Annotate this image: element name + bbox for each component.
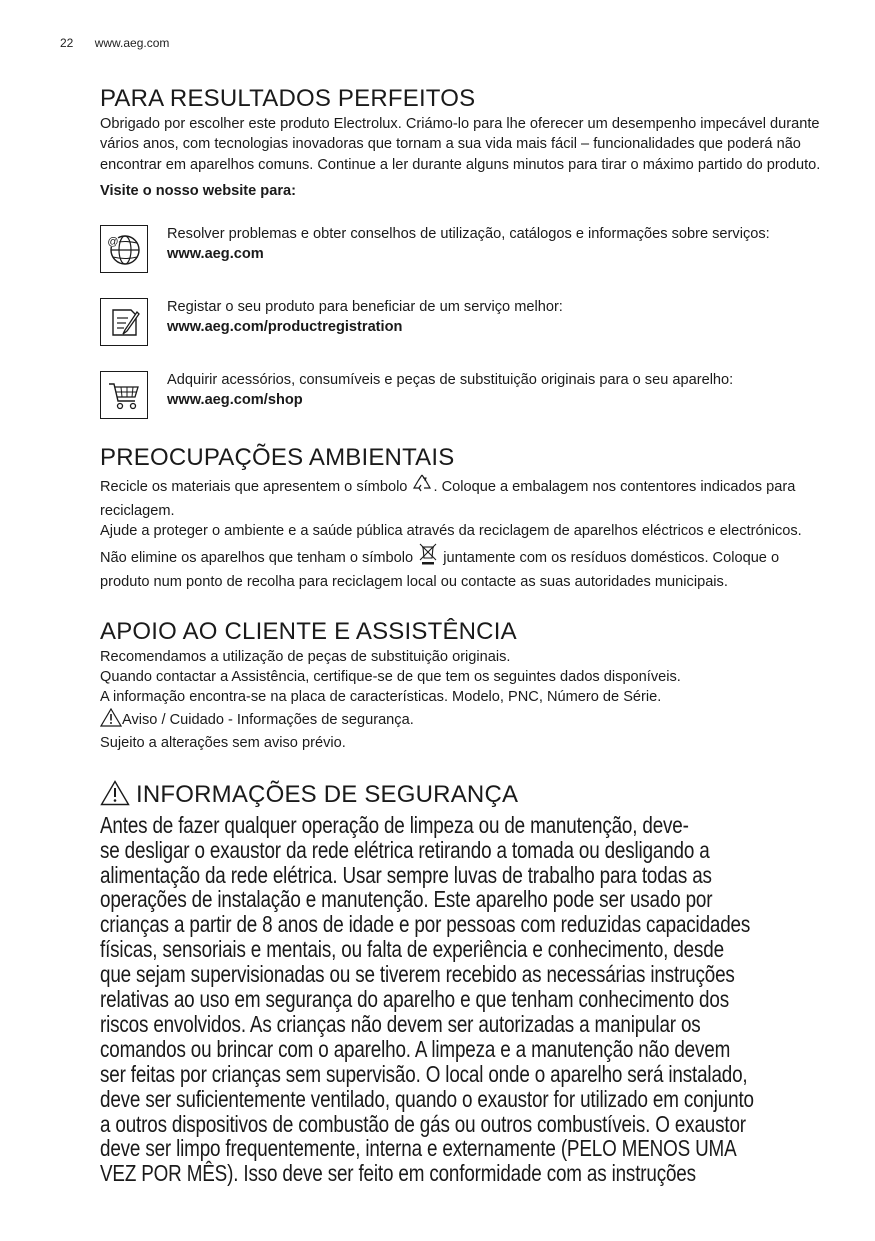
service-link[interactable]: www.aeg.com/shop [167, 392, 303, 409]
weee-paragraph: Ajude a proteger o ambiente e a saúde pública através da reciclagem de aparelhos eléctricos e electrónicos. Não elimine os aparelhos que tenham o símbolo juntamente com os resíduos domésticos. Coloque o produto num ponto de recolha para reciclagem local ou contacte as suas autoridades municipais. [100, 523, 802, 591]
section-title-environment: PREOCUPAÇÕES AMBIENTAIS [100, 443, 455, 471]
recycle-paragraph: Recicle os materiais que apresentem o símbolo . Coloque a embalagem nos contentores indicados para reciclagem. [100, 473, 830, 522]
service-text: Registar o seu produto para beneficiar de um serviço melhor: [167, 298, 563, 315]
safety-title [100, 780, 830, 811]
shopping-cart-icon [100, 371, 148, 419]
service-link[interactable]: www.aeg.com/productregistration [167, 319, 403, 336]
warning-triangle-icon [100, 780, 130, 811]
safety-line: que sejam supervisionadas ou se tiverem recebido as necessárias instruções [100, 961, 735, 988]
page-header [60, 36, 169, 50]
safety-line: relativas ao uso em segurança do aparelho e que tenham conhecimento dos [100, 986, 729, 1013]
safety-line: deve ser limpo frequentemente, interna e externamente (PELO MENOS UMA [100, 1135, 737, 1162]
safety-line: Antes de fazer qualquer operação de limpeza ou de manutenção, deve- [100, 811, 689, 838]
service-link[interactable]: www.aeg.com [167, 246, 264, 263]
section-title-support: APOIO AO CLIENTE E ASSISTÊNCIA [100, 617, 517, 645]
support-line: Recomendamos a utilização de peças de substituição originais. [100, 648, 511, 665]
service-text: Resolver problemas e obter conselhos de utilização, catálogos e informações sobre serviços: [167, 225, 770, 242]
safety-line: comandos ou brincar com o aparelho. A limpeza e a manutenção não devem [100, 1035, 731, 1062]
safety-line: alimentação da rede elétrica. Usar sempre luvas de trabalho para todas as [100, 861, 712, 888]
page-number: 22 [60, 36, 74, 50]
registration-form-icon [100, 298, 148, 346]
safety-line: riscos envolvidos. As crianças não devem ser autorizadas a manipular os [100, 1010, 701, 1037]
support-line: Quando contactar a Assistência, certifique-se de que tem os seguintes dados disponíveis. [100, 669, 681, 686]
section-title-safety: INFORMAÇÕES DE SEGURANÇA [136, 781, 519, 809]
warning-triangle-icon [100, 708, 122, 733]
intro-paragraph: Obrigado por escolher este produto Electrolux. Criámo-lo para lhe oferecer um desempenho impecável durante vários anos, com tecnologias inovadoras que tornam a sua vida mais fácil – funcionalidades que poderá não encontrar em aparelhos comuns. Continue a ler durante alguns minutos para tirar o máximo partido do produto. [100, 116, 821, 173]
safety-line: ser feitas por crianças sem supervisão. O local onde o aparelho será instalado, [100, 1060, 748, 1087]
service-registration [100, 297, 830, 346]
service-shop [100, 370, 830, 419]
page-content [100, 84, 830, 1186]
recycle-icon [411, 473, 433, 501]
safety-line: deve ser suficientemente ventilado, quando o exaustor for utilizado em conjunto [100, 1085, 754, 1112]
safety-line: a outros dispositivos de combustão de gás ou outros combustíveis. O exaustor [100, 1110, 746, 1137]
support-note: Sujeito a alterações sem aviso prévio. [100, 735, 346, 752]
section-title-results: PARA RESULTADOS PERFEITOS [100, 85, 476, 112]
svg-text:@: @ [107, 235, 119, 248]
header-website: www.aeg.com [94, 36, 170, 50]
safety-line: físicas, sensoriais e mentais, ou falta de experiência e conhecimento, desde [100, 936, 724, 963]
globe-at-icon [100, 225, 148, 273]
safety-line: se desligar o exaustor da rede elétrica retirando a tomada ou desligando a [100, 836, 710, 863]
safety-body [100, 813, 834, 1187]
service-support [100, 224, 830, 273]
visit-label: Visite o nosso website para: [100, 183, 296, 200]
safety-line: VEZ POR MÊS). Isso deve ser feito em conformidade com as instruções [100, 1160, 696, 1187]
safety-line: crianças a partir de 8 anos de idade e por pessoas com reduzidas capacidades [100, 911, 751, 938]
safety-line: operações de instalação e manutenção. Este aparelho pode ser usado por [100, 886, 713, 913]
warning-line: Aviso / Cuidado - Informações de segurança. [100, 708, 830, 733]
support-line: A informação encontra-se na placa de características. Modelo, PNC, Número de Série. [100, 689, 662, 706]
service-text: Adquirir acessórios, consumíveis e peças de substituição originais para o seu aparelho: [167, 371, 734, 388]
crossed-bin-icon [417, 542, 439, 572]
